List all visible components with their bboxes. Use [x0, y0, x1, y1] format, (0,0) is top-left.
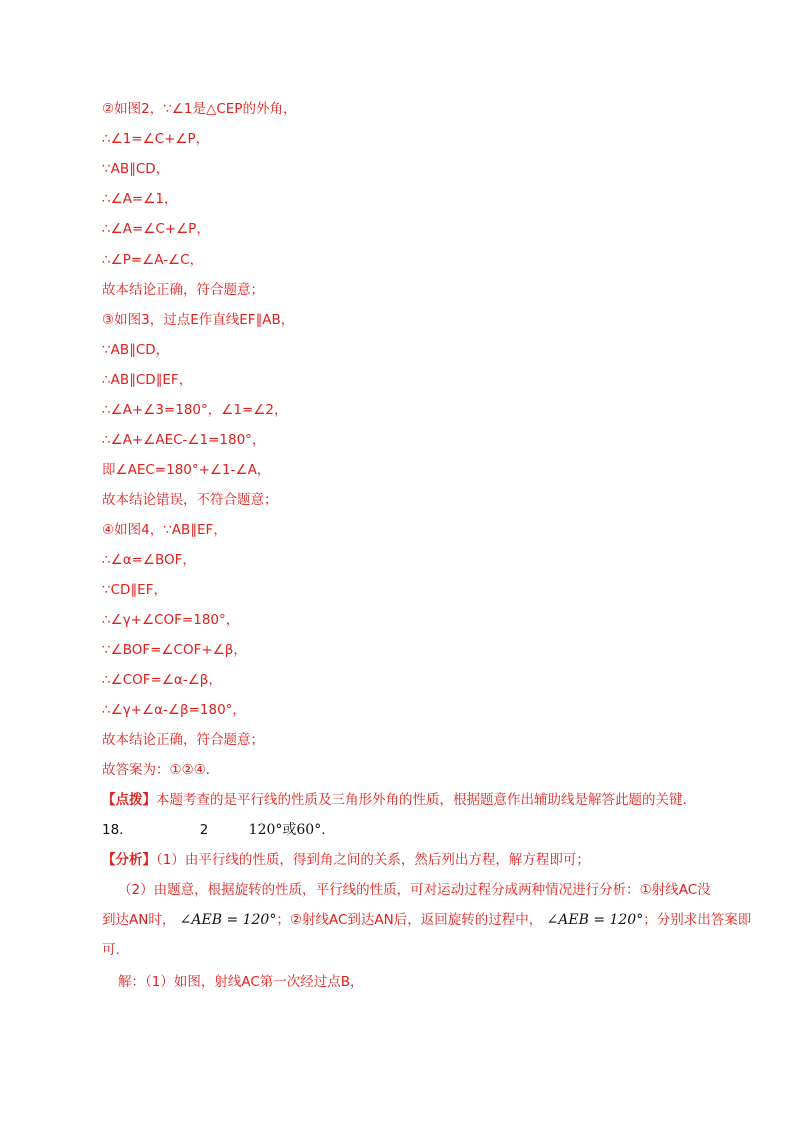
solution-line: ∴∠A=∠1， — [102, 191, 178, 207]
question-18-line — [102, 821, 326, 839]
analysis-text: ；分别求出答案即 — [643, 912, 752, 928]
solution-line: ∵∠BOF=∠COF+∠β， — [102, 642, 247, 658]
solution-line: ∴∠A+∠3=180°，∠1=∠2， — [102, 402, 288, 418]
analysis-part-1: （1）由平行线的性质，得到角之间的关系，然后列出方程，解方程即可； — [156, 852, 590, 868]
solution-line: ∴∠P=∠A-∠C， — [102, 252, 204, 268]
analysis-line: （2）由题意，根据旋转的性质，平行线的性质，可对运动过程分成两种情况进行分析：①射线AC没 — [118, 882, 711, 898]
solution-line: 故本结论正确，符合题意； — [102, 732, 264, 748]
solution-line: ∵CD∥EF， — [102, 582, 167, 598]
solution-line: ③如图3，过点E作直线EF∥AB， — [102, 312, 295, 328]
answer-suffix: . — [321, 822, 326, 838]
analysis-line: 可. — [102, 942, 120, 958]
question-number: 18. — [102, 822, 124, 838]
solution-line: ∴∠1=∠C+∠P， — [102, 131, 210, 147]
solution-line: ∴∠α=∠BOF， — [102, 552, 196, 568]
analysis-text: 到达AN时， — [102, 912, 176, 928]
solution-start-line: 解：（1）如图，射线AC第一次经过点B， — [118, 974, 364, 990]
tip-line — [102, 791, 696, 809]
solution-line: ∴AB∥CD∥EF， — [102, 372, 193, 388]
tip-text: 本题考查的是平行线的性质及三角形外角的性质，根据题意作出辅助线是解答此题的关键． — [156, 792, 696, 808]
analysis-text: ；②射线AC到达AN后，返回旋转的过程中， — [276, 912, 543, 928]
answer-line: 故答案为：①②④． — [102, 762, 220, 778]
solution-line: ∴∠COF=∠α-∠β， — [102, 672, 222, 688]
analysis-line — [102, 851, 590, 869]
analysis-line — [102, 911, 751, 929]
solution-line: ∴∠γ+∠α-∠β=180°， — [102, 702, 246, 718]
solution-line: ④如图4，∵AB∥EF， — [102, 522, 227, 538]
solution-line: ∵AB∥CD， — [102, 161, 170, 177]
solution-line: ∴∠γ+∠COF=180°， — [102, 612, 240, 628]
solution-line: ②如图2，∵∠1是△CEP的外角， — [102, 101, 297, 117]
solution-line: 故本结论错误，不符合题意； — [102, 492, 278, 508]
analysis-label: 【分析】 — [102, 852, 156, 868]
answer-two: 120°或60° — [248, 822, 322, 838]
solution-line: 即∠AEC=180°+∠1-∠A， — [102, 462, 271, 478]
solution-line: ∵AB∥CD， — [102, 342, 170, 358]
answer-one: 2 — [199, 822, 209, 838]
angle-equation: ∠AEB = 120° — [546, 912, 644, 928]
solution-line: ∴∠A=∠C+∠P， — [102, 221, 210, 237]
tip-label: 【点拨】 — [102, 792, 156, 808]
angle-equation: ∠AEB = 120° — [179, 912, 277, 928]
solution-line: 故本结论正确，符合题意； — [102, 282, 264, 298]
solution-line: ∴∠A+∠AEC-∠1=180°， — [102, 432, 266, 448]
